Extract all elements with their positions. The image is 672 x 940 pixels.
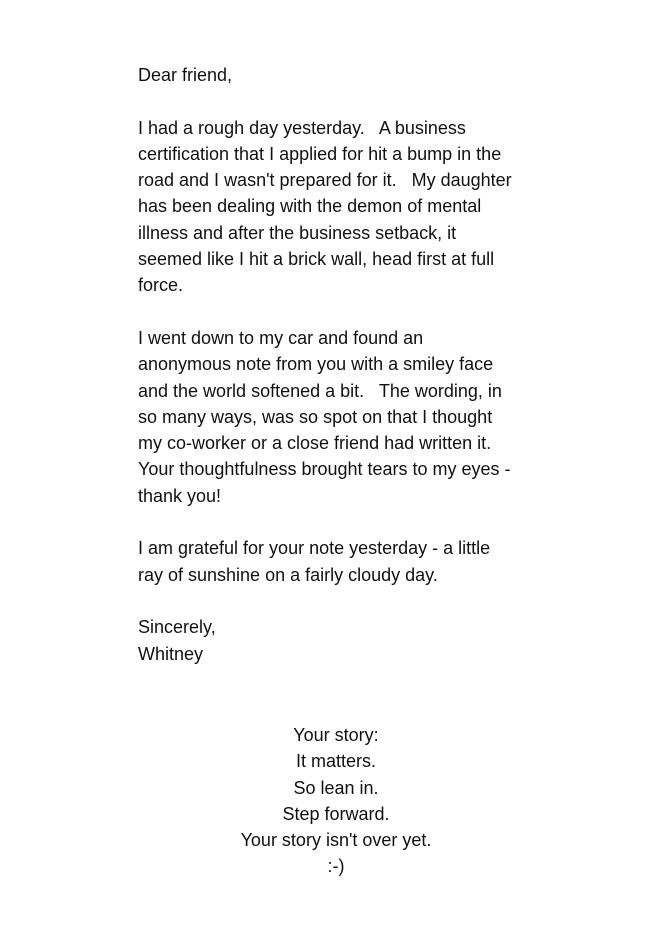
letter-paragraph-2 xyxy=(138,325,568,509)
paragraph-line: I went down to my car and found an xyxy=(138,327,424,348)
paragraph-line: and the world softened a bit. The wording, in xyxy=(138,380,502,401)
paragraph-line: ray of sunshine on a fairly cloudy day. xyxy=(138,564,438,585)
poem-line: It matters. xyxy=(295,751,376,772)
paragraph-line: Your thoughtfulness brought tears to my eyes - xyxy=(138,459,511,480)
letter-paragraph-3 xyxy=(138,535,568,588)
paragraph-line: certification that I applied for hit a bump in the xyxy=(138,143,502,164)
letter-greeting xyxy=(138,62,568,88)
signoff-text: Sincerely, xyxy=(138,617,216,638)
letter-closing xyxy=(138,614,568,667)
paragraph-line: I am grateful for your note yesterday - a little xyxy=(138,538,491,559)
poem-line: Your story: xyxy=(293,725,379,745)
poem-block xyxy=(0,722,672,880)
letter-body xyxy=(138,62,568,693)
paragraph-line: my co-worker or a close friend had written it. xyxy=(138,433,492,454)
paragraph-line: anonymous note from you with a smiley face xyxy=(138,354,494,375)
greeting-text: Dear friend, xyxy=(138,65,233,85)
poem-line: Step forward. xyxy=(282,803,390,824)
paragraph-line: so many ways, was so spot on that I thought xyxy=(138,406,493,427)
poem-line: Your story isn't over yet. xyxy=(240,830,432,851)
paragraph-line: illness and after the business setback, it xyxy=(138,222,457,243)
smiley-emoticon: :-) xyxy=(327,856,345,877)
paragraph-line: force. xyxy=(138,275,184,296)
paragraph-line: road and I wasn't prepared for it. My daughter xyxy=(138,170,512,191)
paragraph-line: has been dealing with the demon of mental xyxy=(138,196,482,217)
paragraph-line: thank you! xyxy=(138,485,222,506)
letter-paragraph-1 xyxy=(138,115,568,299)
paragraph-line: seemed like I hit a brick wall, head first at full xyxy=(138,249,495,270)
poem-line: So lean in. xyxy=(293,777,379,798)
signature-name: Whitney xyxy=(138,643,204,664)
paragraph-line: I had a rough day yesterday. A business xyxy=(138,117,466,138)
